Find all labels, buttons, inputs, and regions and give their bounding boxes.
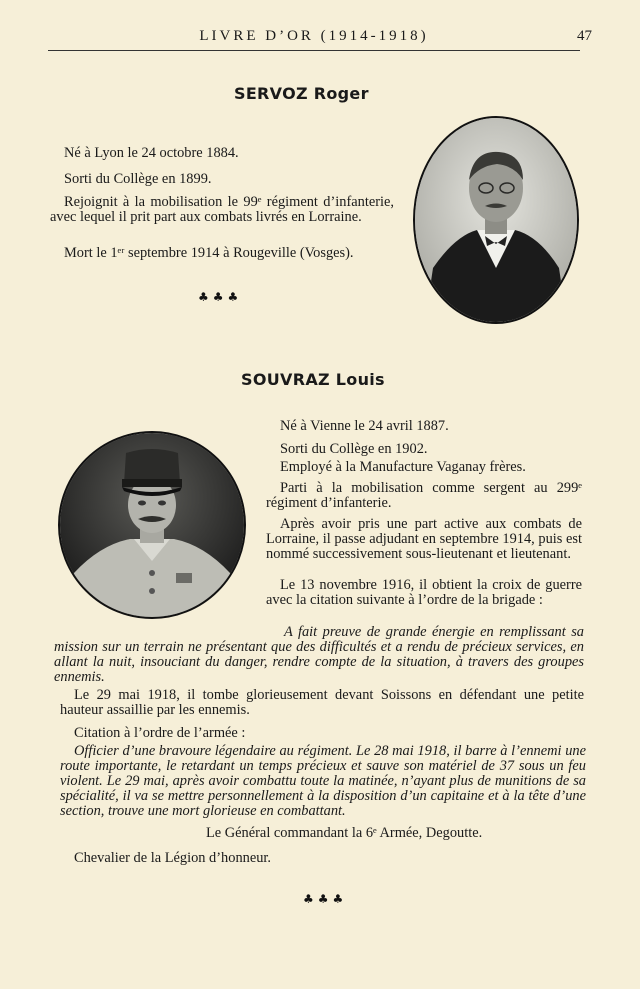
citation-brigade: A fait preuve de grande énergie en remplissant sa mission sur un terrain ne présentant que des difficultés et a rendu de précieux services, en allant la nuit, insouciant du danger, rendre compte de la situation, à travers des groupes ennemis. xyxy=(54,624,584,685)
citation-army-heading: Citation à l’ordre de l’armée : xyxy=(74,725,246,741)
portrait-servoz xyxy=(413,116,579,324)
first-name: Roger xyxy=(313,84,369,103)
servoz-death: Mort le 1ᵉʳ septembre 1914 à Rougeville (Vosges). xyxy=(64,245,354,261)
souvraz-employment: Employé à la Manufacture Vaganay frères. xyxy=(280,459,526,475)
section-ornament: ♣♣♣ xyxy=(198,290,243,304)
signature-text: Le Général commandant la 6ᵉ Armée, Degoutte. xyxy=(206,825,483,841)
servoz-school: Sorti du Collège en 1899. xyxy=(64,171,212,187)
running-title: LIVRE D’OR (1914-1918) xyxy=(199,28,429,44)
servoz-birth: Né à Lyon le 24 octobre 1884. xyxy=(64,145,239,161)
entry-servoz-name xyxy=(234,84,369,103)
running-header xyxy=(48,26,592,51)
first-name: Louis xyxy=(335,370,385,389)
page-number: 47 xyxy=(577,28,592,44)
section-ornament: ♣♣♣ xyxy=(303,892,348,906)
souvraz-mobilisation: Parti à la mobilisation comme sergent au 299ᵉ régiment d’infanterie. xyxy=(266,480,582,511)
souvraz-school: Sorti du Collège en 1902. xyxy=(280,441,428,457)
citation-army: Officier d’une bravoure légendaire au régiment. Le 28 mai 1918, il barre à l’ennemi une route importante, le retardant un temps précieux et sauve son matériel de 37 sous un feu violent. Le 29 mai, après avoir combattu toute la matinée, n’ayant plus de munitions de sa spécialité, il va se mettre personnellement à la disposition d’un capitaine et à la tête d’une section, trouve une mort glorieuse en combattant. xyxy=(60,743,586,819)
servoz-mobilisation: Rejoignit à la mobilisation le 99ᵉ régiment d’infanterie, avec lequel il prit part aux combats livrés en Lorraine. xyxy=(50,194,394,225)
entry-souvraz-name xyxy=(241,370,385,389)
legion-honneur: Chevalier de la Légion d’honneur. xyxy=(74,850,272,866)
surname: SOUVRAZ xyxy=(241,370,330,389)
souvraz-death: Le 29 mai 1918, il tombe glorieusement devant Soissons en défendant une petite hauteur assaillie par les ennemis. xyxy=(60,687,584,718)
souvraz-birth: Né à Vienne le 24 avril 1887. xyxy=(280,418,449,434)
citation-signature xyxy=(206,826,586,841)
portrait-souvraz-image xyxy=(60,433,244,617)
portrait-souvraz xyxy=(58,431,246,619)
portrait-servoz-image xyxy=(415,118,577,322)
souvraz-croix-de-guerre: Le 13 novembre 1916, il obtient la croix de guerre avec la citation suivante à l’ordre de la brigade : xyxy=(266,577,582,608)
surname: SERVOZ xyxy=(234,84,308,103)
souvraz-promotions: Après avoir pris une part active aux combats de Lorraine, il passe adjudant en septembre 1914, puis est nommé successivement sous-lieutenant et lieutenant. xyxy=(266,516,582,562)
